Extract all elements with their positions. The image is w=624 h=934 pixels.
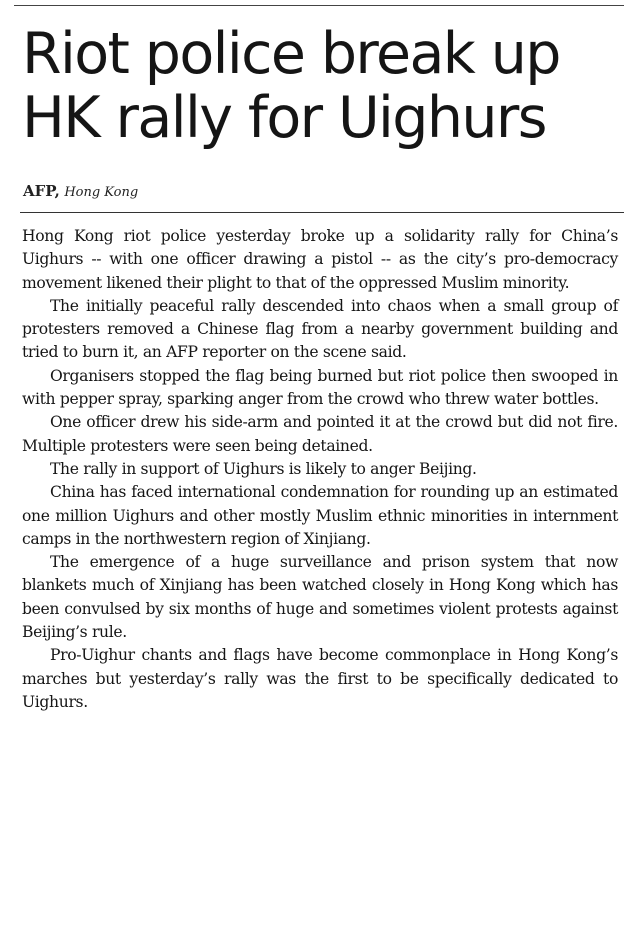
paragraph: China has faced international condemnation for rounding up an estimated one million Uighurs and other mostly Muslim ethnic minorities in internment camps in the northwestern region of Xinjiang.: [22, 483, 618, 548]
separator-rule: [20, 212, 624, 213]
paragraph: Pro-Uighur chants and flags have become commonplace in Hong Kong’s marches but yesterday’s rally was the first to be specifically dedicated to Uighurs.: [22, 646, 618, 711]
top-rule: [14, 5, 624, 6]
paragraph: The emergence of a huge surveillance and prison system that now blankets much of Xinjiang has been watched closely in Hong Kong which has been convulsed by six months of huge and sometimes violent protests against Beijing’s rule.: [22, 553, 618, 642]
byline-place: Hong Kong: [64, 185, 139, 200]
paragraph: The rally in support of Uighurs is likely to anger Beijing.: [50, 459, 477, 478]
headline-line-2: HK rally for Uighurs: [22, 85, 546, 151]
headline: [22, 22, 622, 150]
paragraph: One officer drew his side-arm and pointed it at the crowd but did not fire. Multiple protesters were seen being detained.: [22, 413, 618, 455]
byline-agency: AFP,: [23, 182, 60, 200]
headline-line-1: Riot police break up: [22, 21, 560, 87]
paragraph: Hong Kong riot police yesterday broke up a solidarity rally for China’s Uighurs -- with one officer drawing a pistol -- as the city’s pro-democracy movement likened their plight to that of the oppressed Muslim minority.: [22, 227, 618, 292]
byline: [23, 182, 138, 200]
paragraph: Organisers stopped the flag being burned but riot police then swooped in with pepper spray, sparking anger from the crowd who threw water bottles.: [22, 366, 618, 409]
article-body: [22, 225, 618, 714]
paragraph: The initially peaceful rally descended into chaos when a small group of protesters removed a Chinese flag from a nearby government building and tried to burn it, an AFP reporter on the scene said.: [22, 296, 618, 362]
